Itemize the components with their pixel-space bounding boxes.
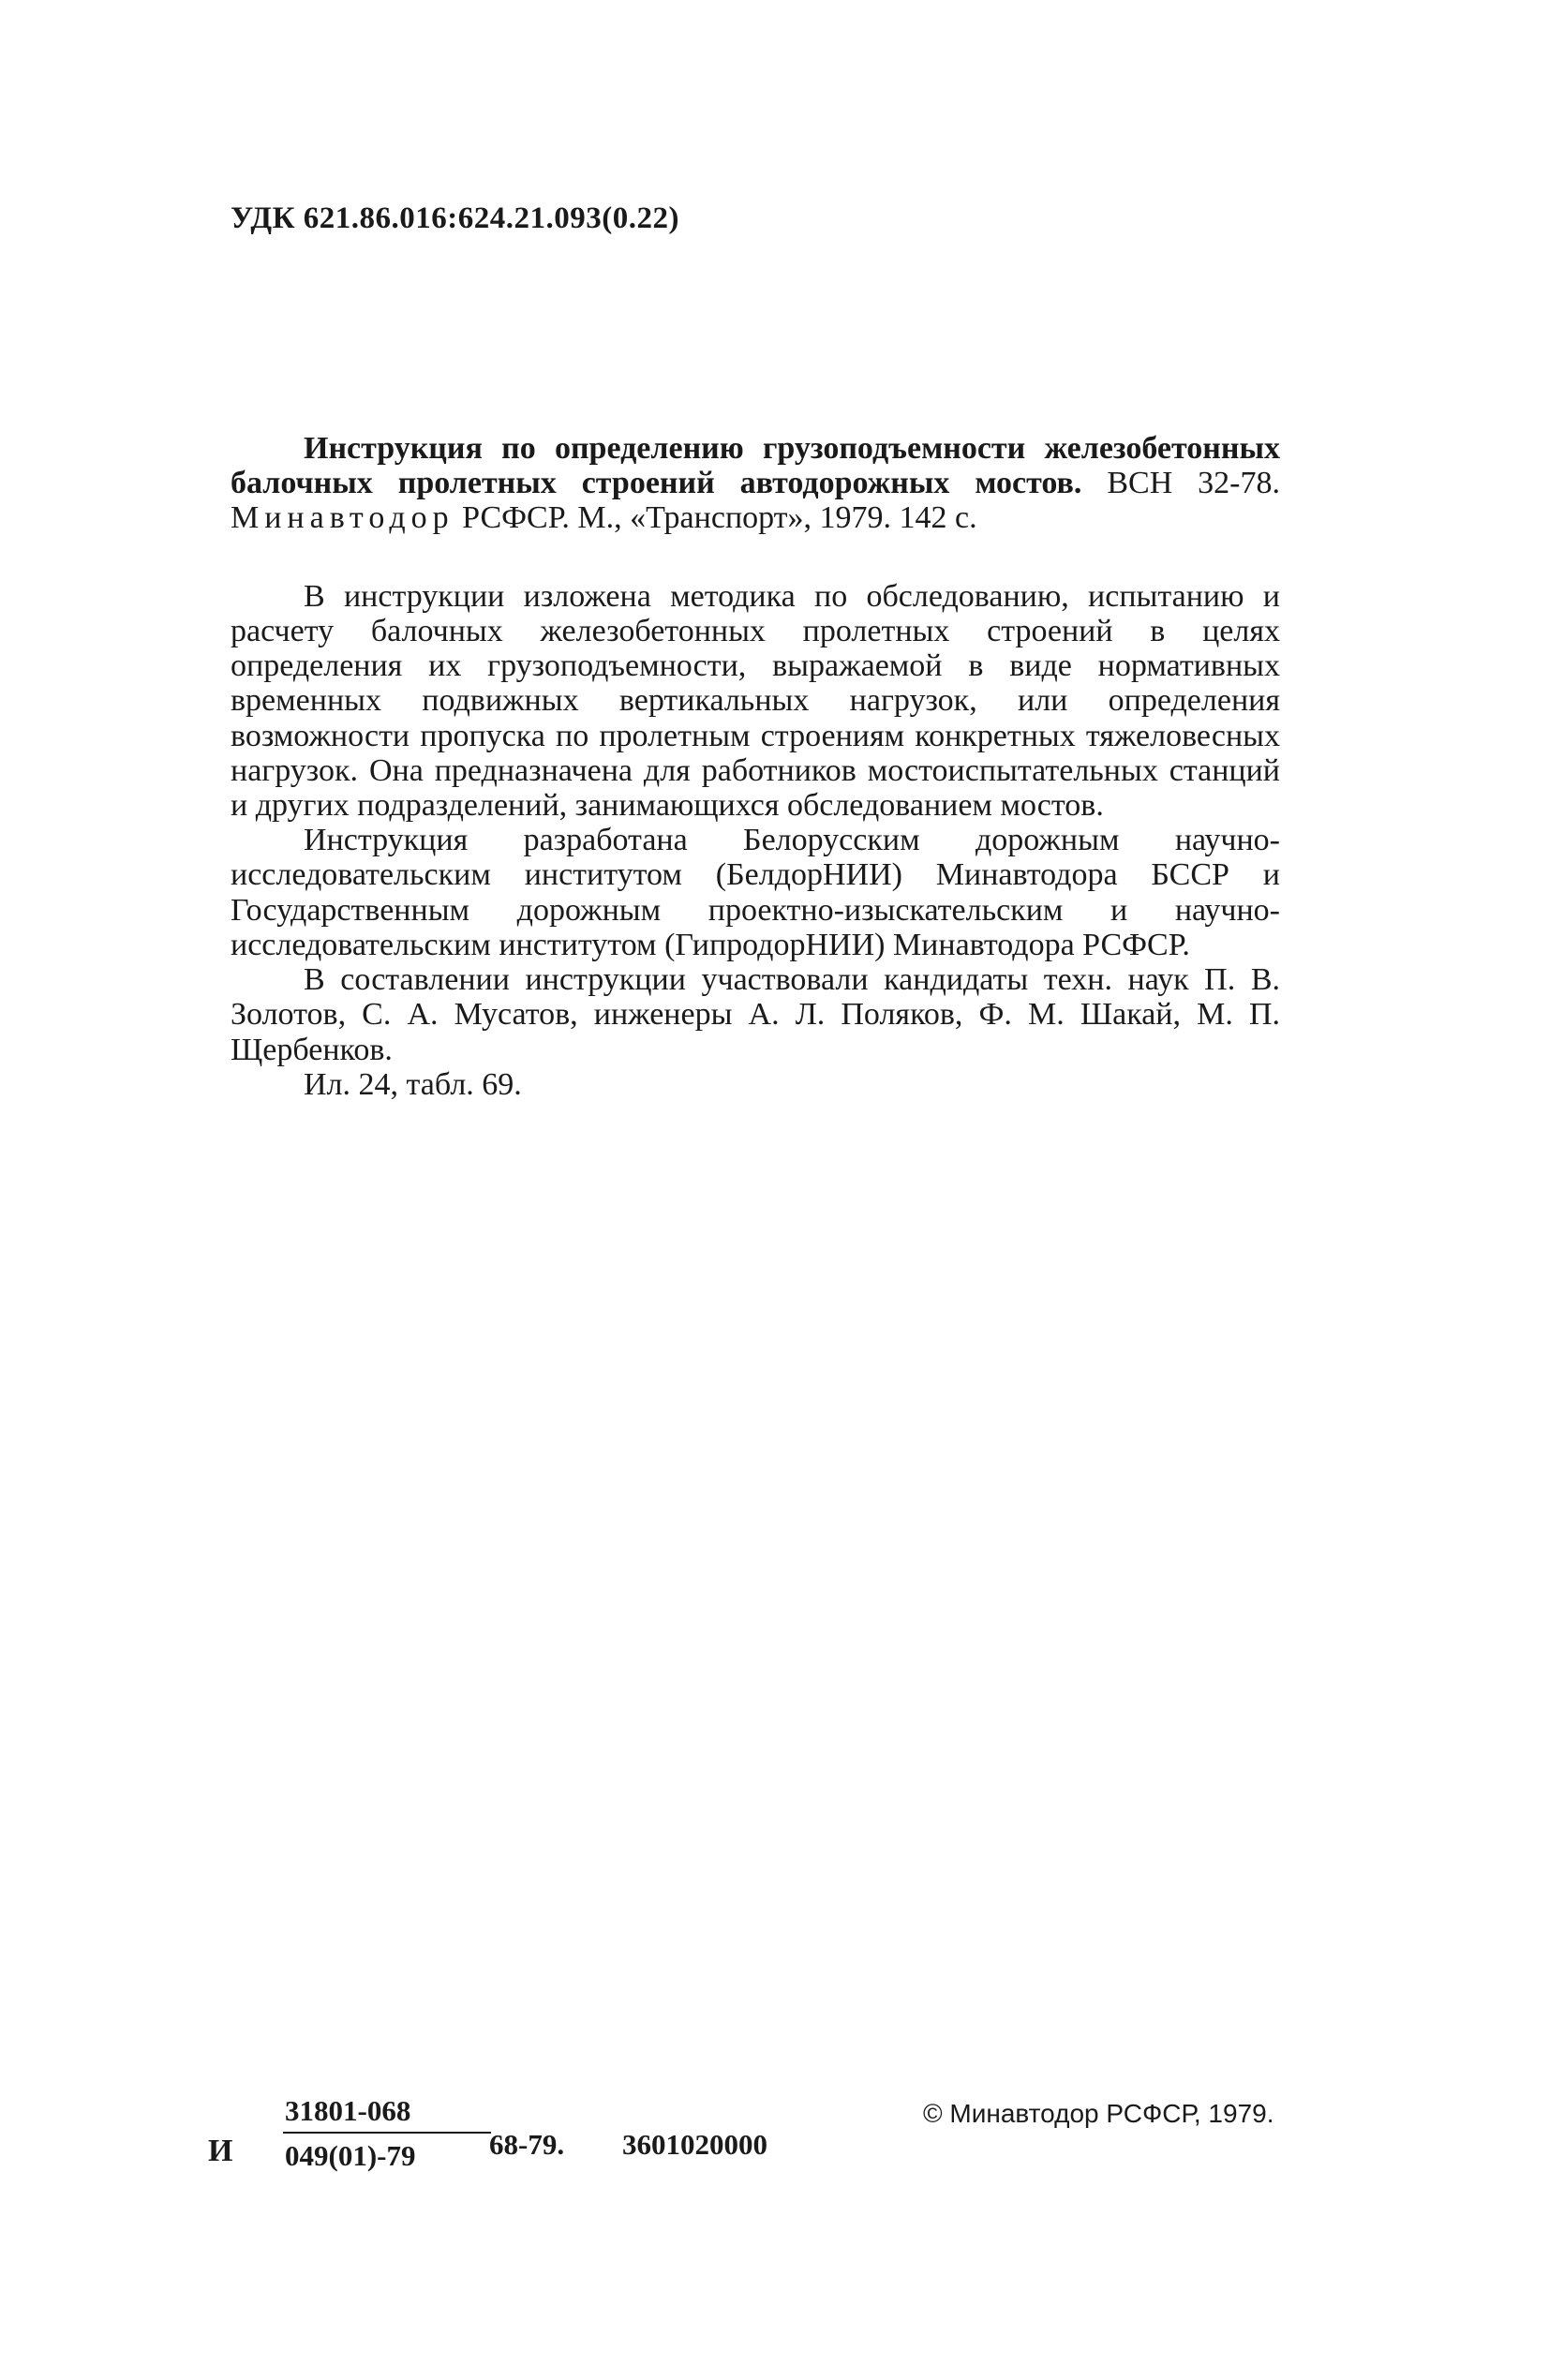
index-code-b: 3601020000 [622, 2128, 767, 2161]
fraction-bar [283, 2132, 491, 2134]
publication-details: РСФСР. М., «Транспорт», 1979. 142 с. [462, 500, 977, 536]
book-title: Инструкция по определению грузоподъемности железобетонных балочных пролетных строений автодорожных мостов. [231, 431, 1280, 501]
abstract-block [231, 431, 1280, 1102]
index-letter: И [208, 2134, 233, 2168]
index-fraction [283, 2094, 517, 2173]
index-code-a: 68-79. [489, 2128, 565, 2161]
developers-paragraph: Инструкция разработана Белорусским дорожным научно-исследовательским институтом (БелдорНИИ) Минавтодора БССР и Государственным дорожным проектно-изыскательским и научно-исследовательским институтом (ГипродорНИИ) Минавтодора РСФСР. [231, 823, 1280, 962]
series-code: ВСН 32-78. [1107, 466, 1280, 501]
udk-code: УДК 621.86.016:624.21.093(0.22) [231, 201, 679, 235]
description-paragraph: В инструкции изложена методика по обследованию, испытанию и расчету балочных железобетонных пролетных строений в целях определения их грузоподъемности, выражаемой в виде нормативных временных подвижных вертикальных нагрузок, или определения возможности пропуска по пролетным строениям конкретных тяжеловесных нагрузок. Она предназначена для работников мостоиспытательных станций и других подразделений, занимающихся обследованием мостов. [231, 578, 1280, 823]
illustrations-note: Ил. 24, табл. 69. [304, 1066, 522, 1102]
index-denominator: 049(01)-79 [285, 2139, 416, 2172]
copyright-notice: © Минавтодор РСФСР, 1979. [923, 2099, 1274, 2128]
index-numerator: 31801-068 [285, 2094, 411, 2127]
publisher-name: Минавтодор [231, 500, 454, 536]
bibliographic-record [231, 431, 1280, 536]
authors-paragraph: В составлении инструкции участвовали кандидаты техн. наук П. В. Золотов, С. А. Мусатов, инженеры А. Л. Поляков, Ф. М. Шакай, М. П. Щербенков. [231, 962, 1280, 1067]
